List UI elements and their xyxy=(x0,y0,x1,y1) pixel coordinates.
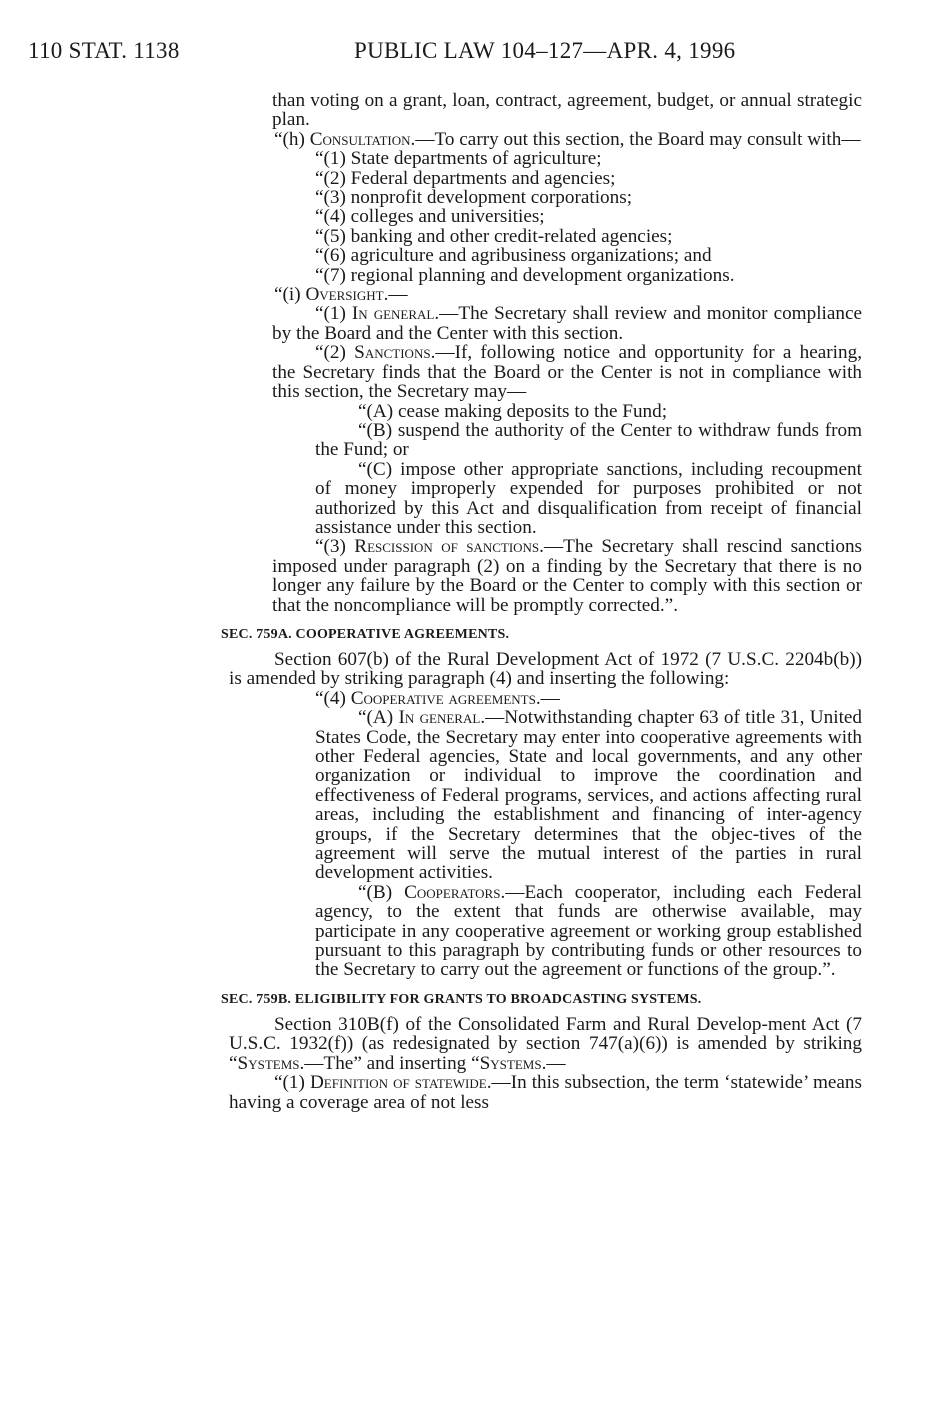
subsection-heading: Oversight xyxy=(305,284,384,306)
subsection-heading: Consultation xyxy=(309,128,411,150)
paragraph-heading: Rescission of sanctions xyxy=(354,536,540,558)
continued-text: than voting on a grant, loan, contract, agreement, budget, or annual strategic plan. xyxy=(272,90,862,131)
list-item: “(2) Federal departments and agencies; xyxy=(315,167,616,189)
paragraph-heading: In general xyxy=(351,303,435,325)
subparagraph-in-general: “(A) In general.—Notwithstanding chapter 63 of title 31, United States Code, the Secretary may enter into cooperative agreements with other Federal agencies, State and local governments, and any other organization or individual to improve the coordination and effectiveness of Federal programs, services, and actions affecting rural areas, including the establishment and financing of inter-agency groups, if the Secretary determines that the objec-tives of the agreement will serve the mutual interest of the parties in rural development activities. xyxy=(315,707,863,884)
list-item: “(A) cease making deposits to the Fund; xyxy=(358,400,668,422)
list-item: “(6) agriculture and agribusiness organizations; and xyxy=(315,245,712,267)
page-reference: 110 STAT. 1138 xyxy=(28,38,180,63)
paragraph-rescission: “(3) Rescission of sanctions.—The Secretary shall rescind sanctions imposed under paragraph (2) on a finding by the Secretary that there is no longer any failure by the Board or the Center to comply with this section or that the noncompliance will be promptly corrected.”. xyxy=(272,536,863,616)
paragraph-heading: Cooperative agreements xyxy=(350,687,536,709)
paragraph-heading: Sanctions xyxy=(354,342,431,364)
statute-body xyxy=(221,90,863,1113)
subparagraph-heading: Cooperators xyxy=(404,881,501,903)
list-item: “(B) suspend the authority of the Center to withdraw funds from the Fund; or xyxy=(315,419,862,461)
list-item: “(4) colleges and universities; xyxy=(315,206,545,228)
list-item: “(5) banking and other credit-related agencies; xyxy=(315,225,673,247)
paragraph-definition-statewide: “(1) Definition of statewide.—In this subsection, the term ‘statewide’ means having a coverage area of not less xyxy=(229,1072,862,1113)
subparagraph-cooperators: “(B) Cooperators.—Each cooperator, including each Federal agency, to the extent that funds are otherwise available, may participate in any cooperative agreement or working group established pursuant to this paragraph by contributing funds or other resources to the Secretary to carry out the agreement or functions of the group.”. xyxy=(315,881,862,981)
section-text: Section 310B(f) of the Consolidated Farm and Rural Develop-ment Act (7 U.S.C. 1932(f)) (as redesignated by section 747(a)(6)) is amended by striking “Systems.—The” and inserting “Systems.— xyxy=(229,1013,862,1074)
paragraph-general: “(1) In general.—The Secretary shall review and monitor compliance by the Board and the Center with this section. xyxy=(272,303,863,344)
paragraph-sanctions: “(2) Sanctions.—If, following notice and opportunity for a hearing, the Secretary finds that the Board or the Center is not in compliance with this section, the Secretary may— xyxy=(272,342,862,403)
paragraph-cooperative-agreements: “(4) Cooperative agreements.— xyxy=(315,687,560,709)
list-item: “(3) nonprofit development corporations; xyxy=(315,187,633,209)
subsection-i-oversight: “(i) Oversight.— xyxy=(274,284,408,306)
paragraph-heading: Definition of statewide xyxy=(309,1072,487,1094)
section-text: Section 607(b) of the Rural Development Act of 1972 (7 U.S.C. 2204b(b)) is amended by striking paragraph (4) and inserting the following: xyxy=(229,648,862,690)
subparagraph-heading: In general xyxy=(398,707,481,729)
list-item: “(C) impose other appropriate sanctions, including recoupment of money improperly expended for purposes prohibited or not authorized by this Act and disqualification from receipt of financial assistance under this section. xyxy=(315,458,862,538)
list-item: “(1) State departments of agriculture; xyxy=(315,148,602,170)
subsection-h-consultation: “(h) Consultation.—To carry out this section, the Board may consult with— xyxy=(274,128,861,150)
list-item: “(7) regional planning and development organizations. xyxy=(315,264,735,286)
section-heading-759a: SEC. 759A. COOPERATIVE AGREEMENTS. xyxy=(221,626,510,642)
section-heading-759b: SEC. 759B. ELIGIBILITY FOR GRANTS TO BROADCASTING SYSTEMS. xyxy=(221,991,702,1007)
public-law-reference: PUBLIC LAW 104–127—APR. 4, 1996 xyxy=(354,38,736,63)
